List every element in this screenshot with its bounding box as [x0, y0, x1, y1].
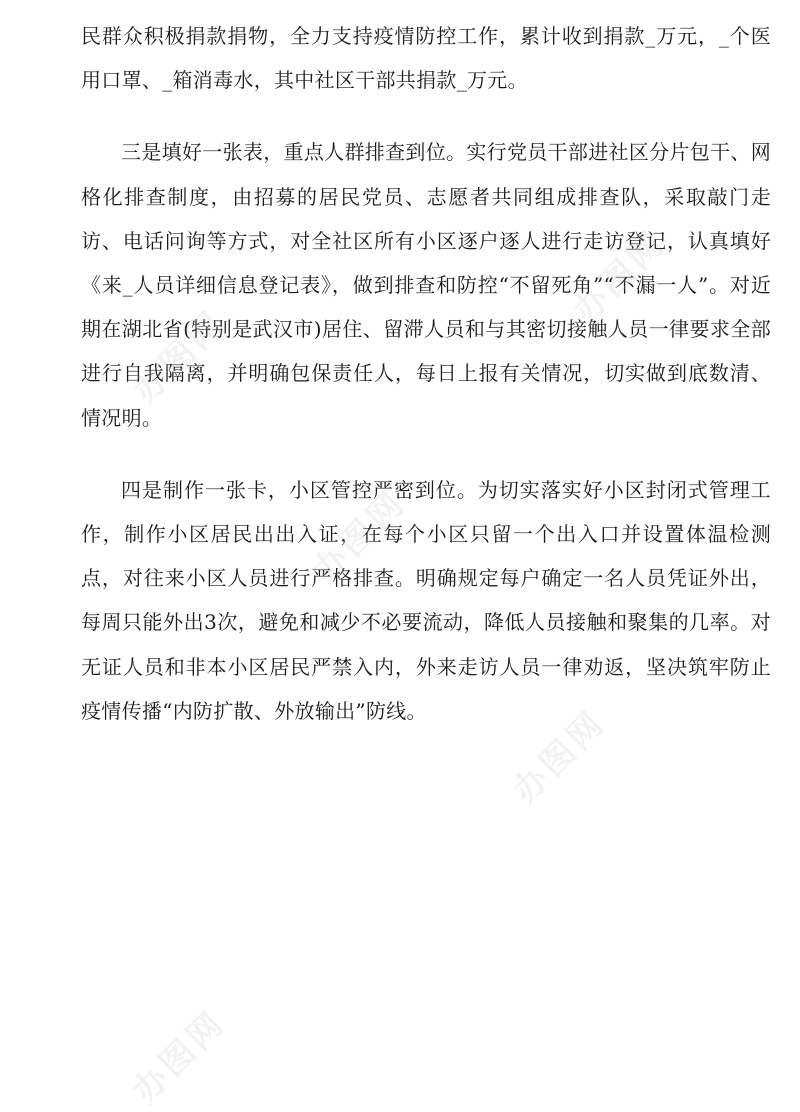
paragraph-spacer: [81, 440, 771, 468]
paragraph-third-point: 三是填好一张表，重点人群排查到位。实行党员干部进社区分片包干、网格化排查制度，由招募的居民党员、志愿者共同组成排查队，采取敲门走访、电话问询等方式，对全社区所有小区逐户逐人进行走访登记，认真填好《来_人员详细信息登记表》，做到排查和防控“不留死角”“不漏一人”。对近期在湖北省(特别是武汉市)居住、留滞人员和与其密切接触人员一律要求全部进行自我隔离，并明确包保责任人，每日上报有关情况，切实做到底数清、情况明。: [81, 140, 771, 430]
paragraph-fourth-point: 四是制作一张卡，小区管控严密到位。为切实落实好小区封闭式管理工作，制作小区居民出出入证，在每个小区只留一个出入口并设置体温检测点，对往来小区人员进行严格排查。明确规定每户确定一名人员凭证外出，每周只能外出3次，避免和减少不必要流动，降低人员接触和聚集的几率。对无证人员和非本小区居民严禁入内，外来走访人员一律劝返，坚决筑牢防止疫情传播“内防扩散、外放输出”防线。: [81, 477, 771, 723]
watermark-logo: 办图网: [305, 482, 414, 592]
watermark-logo: 办图网: [505, 702, 614, 812]
paragraph-spacer: [81, 102, 771, 130]
watermark-logo: 办图网: [565, 222, 674, 332]
watermark-logo: 办图网: [125, 302, 234, 412]
document-body: [81, 14, 771, 733]
paragraph-continuation: 民群众积极捐款捐物，全力支持疫情防控工作，累计收到捐款_万元，_个医用口罩、_箱消毒水，其中社区干部共捐款_万元。: [81, 24, 771, 93]
watermark-logo: 办图网: [125, 1002, 234, 1112]
